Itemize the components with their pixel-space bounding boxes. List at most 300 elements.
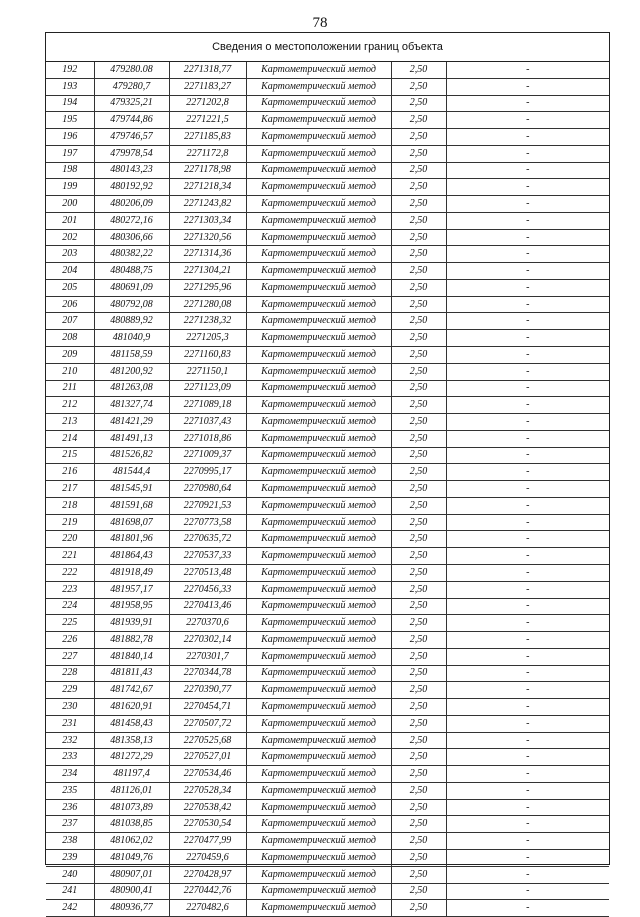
point-number-cell: 199 [46,179,94,196]
point-number-cell: 242 [46,900,94,917]
method-cell: Картометрический метод [246,179,391,196]
table-row [46,380,609,397]
method-cell: Картометрический метод [246,246,391,263]
table-row [46,447,609,464]
accuracy-cell: 2,50 [391,766,446,783]
table-row [46,246,609,263]
point-number-cell: 195 [46,112,94,129]
x-coordinate-cell: 480889,92 [94,313,169,330]
accuracy-cell: 2,50 [391,279,446,296]
accuracy-cell: 2,50 [391,514,446,531]
description-cell: - [446,414,609,431]
description-cell: - [446,330,609,347]
point-number-cell: 193 [46,78,94,95]
description-cell: - [446,833,609,850]
method-cell: Картометрический метод [246,564,391,581]
method-cell: Картометрический метод [246,347,391,364]
method-cell: Картометрический метод [246,430,391,447]
table-row [46,95,609,112]
accuracy-cell: 2,50 [391,430,446,447]
y-coordinate-cell: 2271009,37 [169,447,246,464]
x-coordinate-cell: 480900,41 [94,883,169,900]
method-cell: Картометрический метод [246,145,391,162]
point-number-cell: 222 [46,564,94,581]
table-row [46,179,609,196]
x-coordinate-cell: 481544,4 [94,464,169,481]
y-coordinate-cell: 2271280,08 [169,296,246,313]
description-cell: - [446,900,609,917]
method-cell: Картометрический метод [246,330,391,347]
y-coordinate-cell: 2271018,86 [169,430,246,447]
accuracy-cell: 2,50 [391,296,446,313]
description-cell: - [446,548,609,565]
table-row [46,279,609,296]
accuracy-cell: 2,50 [391,363,446,380]
method-cell: Картометрический метод [246,615,391,632]
description-cell: - [446,296,609,313]
method-cell: Картометрический метод [246,464,391,481]
description-cell: - [446,464,609,481]
accuracy-cell: 2,50 [391,162,446,179]
table-row [46,866,609,883]
description-cell: - [446,78,609,95]
description-cell: - [446,246,609,263]
method-cell: Картометрический метод [246,665,391,682]
x-coordinate-cell: 481840,14 [94,648,169,665]
x-coordinate-cell: 481957,17 [94,581,169,598]
table-row [46,62,609,78]
accuracy-cell: 2,50 [391,380,446,397]
point-number-cell: 196 [46,129,94,146]
method-cell: Картометрический метод [246,732,391,749]
method-cell: Картометрический метод [246,196,391,213]
point-number-cell: 218 [46,497,94,514]
description-cell: - [446,263,609,280]
description-cell: - [446,95,609,112]
method-cell: Картометрический метод [246,95,391,112]
method-cell: Картометрический метод [246,129,391,146]
x-coordinate-cell: 481801,96 [94,531,169,548]
point-number-cell: 210 [46,363,94,380]
y-coordinate-cell: 2270477,99 [169,833,246,850]
method-cell: Картометрический метод [246,112,391,129]
point-number-cell: 234 [46,766,94,783]
boundary-table-frame [45,32,610,914]
x-coordinate-cell: 481811,43 [94,665,169,682]
x-coordinate-cell: 479978,54 [94,145,169,162]
table-row [46,749,609,766]
method-cell: Картометрический метод [246,78,391,95]
table-row [46,330,609,347]
accuracy-cell: 2,50 [391,212,446,229]
y-coordinate-cell: 2271150,1 [169,363,246,380]
table-row [46,196,609,213]
x-coordinate-cell: 481062,02 [94,833,169,850]
x-coordinate-cell: 481049,76 [94,849,169,866]
x-coordinate-cell: 481526,82 [94,447,169,464]
point-number-cell: 224 [46,598,94,615]
point-number-cell: 215 [46,447,94,464]
method-cell: Картометрический метод [246,833,391,850]
point-number-cell: 201 [46,212,94,229]
x-coordinate-cell: 480907,01 [94,866,169,883]
y-coordinate-cell: 2270482,6 [169,900,246,917]
point-number-cell: 239 [46,849,94,866]
accuracy-cell: 2,50 [391,246,446,263]
x-coordinate-cell: 481882,78 [94,632,169,649]
point-number-cell: 202 [46,229,94,246]
method-cell: Картометрический метод [246,397,391,414]
accuracy-cell: 2,50 [391,548,446,565]
description-cell: - [446,196,609,213]
y-coordinate-cell: 2271160,83 [169,347,246,364]
accuracy-cell: 2,50 [391,229,446,246]
y-coordinate-cell: 2271221,5 [169,112,246,129]
point-number-cell: 211 [46,380,94,397]
y-coordinate-cell: 2271304,21 [169,263,246,280]
method-cell: Картометрический метод [246,883,391,900]
description-cell: - [446,615,609,632]
x-coordinate-cell: 481263,08 [94,380,169,397]
x-coordinate-cell: 480143,23 [94,162,169,179]
y-coordinate-cell: 2270921,53 [169,497,246,514]
description-cell: - [446,397,609,414]
x-coordinate-cell: 479280.08 [94,62,169,78]
table-row [46,665,609,682]
method-cell: Картометрический метод [246,62,391,78]
x-coordinate-cell: 480488,75 [94,263,169,280]
table-row [46,548,609,565]
point-number-cell: 214 [46,430,94,447]
point-number-cell: 223 [46,581,94,598]
accuracy-cell: 2,50 [391,581,446,598]
point-number-cell: 235 [46,782,94,799]
x-coordinate-cell: 479280,7 [94,78,169,95]
accuracy-cell: 2,50 [391,481,446,498]
point-number-cell: 227 [46,648,94,665]
y-coordinate-cell: 2270534,46 [169,766,246,783]
accuracy-cell: 2,50 [391,397,446,414]
y-coordinate-cell: 2270513,48 [169,564,246,581]
description-cell: - [446,715,609,732]
table-row [46,648,609,665]
y-coordinate-cell: 2270442,76 [169,883,246,900]
y-coordinate-cell: 2270507,72 [169,715,246,732]
x-coordinate-cell: 480206,09 [94,196,169,213]
description-cell: - [446,766,609,783]
description-cell: - [446,799,609,816]
table-row [46,682,609,699]
method-cell: Картометрический метод [246,749,391,766]
point-number-cell: 228 [46,665,94,682]
method-cell: Картометрический метод [246,900,391,917]
section-title: Сведения о местоположении границ объекта [46,33,609,62]
accuracy-cell: 2,50 [391,866,446,883]
point-number-cell: 221 [46,548,94,565]
method-cell: Картометрический метод [246,632,391,649]
accuracy-cell: 2,50 [391,531,446,548]
description-cell: - [446,313,609,330]
point-number-cell: 207 [46,313,94,330]
description-cell: - [446,883,609,900]
table-row [46,732,609,749]
x-coordinate-cell: 481958,95 [94,598,169,615]
method-cell: Картометрический метод [246,699,391,716]
point-number-cell: 241 [46,883,94,900]
table-row [46,598,609,615]
description-cell: - [446,447,609,464]
x-coordinate-cell: 481158,59 [94,347,169,364]
point-number-cell: 229 [46,682,94,699]
description-cell: - [446,179,609,196]
table-row [46,112,609,129]
accuracy-cell: 2,50 [391,179,446,196]
point-number-cell: 192 [46,62,94,78]
x-coordinate-cell: 481864,43 [94,548,169,565]
description-cell: - [446,430,609,447]
accuracy-cell: 2,50 [391,564,446,581]
coordinates-table [46,62,609,917]
method-cell: Картометрический метод [246,682,391,699]
table-row [46,799,609,816]
accuracy-cell: 2,50 [391,497,446,514]
y-coordinate-cell: 2270456,33 [169,581,246,598]
y-coordinate-cell: 2270413,46 [169,598,246,615]
table-row [46,430,609,447]
point-number-cell: 236 [46,799,94,816]
x-coordinate-cell: 481620,91 [94,699,169,716]
accuracy-cell: 2,50 [391,615,446,632]
accuracy-cell: 2,50 [391,749,446,766]
point-number-cell: 226 [46,632,94,649]
accuracy-cell: 2,50 [391,632,446,649]
x-coordinate-cell: 481040,9 [94,330,169,347]
accuracy-cell: 2,50 [391,62,446,78]
y-coordinate-cell: 2271183,27 [169,78,246,95]
description-cell: - [446,162,609,179]
accuracy-cell: 2,50 [391,447,446,464]
accuracy-cell: 2,50 [391,129,446,146]
point-number-cell: 232 [46,732,94,749]
point-number-cell: 213 [46,414,94,431]
method-cell: Картометрический метод [246,497,391,514]
point-number-cell: 209 [46,347,94,364]
x-coordinate-cell: 481358,13 [94,732,169,749]
x-coordinate-cell: 481327,74 [94,397,169,414]
description-cell: - [446,816,609,833]
x-coordinate-cell: 479325,21 [94,95,169,112]
description-cell: - [446,229,609,246]
y-coordinate-cell: 2270635,72 [169,531,246,548]
accuracy-cell: 2,50 [391,145,446,162]
x-coordinate-cell: 481918,49 [94,564,169,581]
accuracy-cell: 2,50 [391,849,446,866]
accuracy-cell: 2,50 [391,782,446,799]
point-number-cell: 200 [46,196,94,213]
point-number-cell: 206 [46,296,94,313]
x-coordinate-cell: 481698,07 [94,514,169,531]
coordinates-table-body [46,62,609,917]
table-row [46,531,609,548]
y-coordinate-cell: 2270428,97 [169,866,246,883]
page-number: 78 [312,15,328,31]
accuracy-cell: 2,50 [391,816,446,833]
y-coordinate-cell: 2271218,34 [169,179,246,196]
y-coordinate-cell: 2270528,34 [169,782,246,799]
table-row [46,464,609,481]
y-coordinate-cell: 2271238,32 [169,313,246,330]
x-coordinate-cell: 481591,68 [94,497,169,514]
x-coordinate-cell: 480792,08 [94,296,169,313]
point-number-cell: 240 [46,866,94,883]
point-number-cell: 194 [46,95,94,112]
table-row [46,212,609,229]
table-row [46,782,609,799]
point-number-cell: 231 [46,715,94,732]
description-cell: - [446,682,609,699]
point-number-cell: 212 [46,397,94,414]
accuracy-cell: 2,50 [391,833,446,850]
y-coordinate-cell: 2271314,36 [169,246,246,263]
accuracy-cell: 2,50 [391,263,446,280]
x-coordinate-cell: 481073,89 [94,799,169,816]
table-row [46,615,609,632]
method-cell: Картометрический метод [246,414,391,431]
x-coordinate-cell: 481421,29 [94,414,169,431]
method-cell: Картометрический метод [246,313,391,330]
y-coordinate-cell: 2271303,34 [169,212,246,229]
y-coordinate-cell: 2271178,98 [169,162,246,179]
table-row [46,414,609,431]
x-coordinate-cell: 480691,09 [94,279,169,296]
y-coordinate-cell: 2271320,56 [169,229,246,246]
method-cell: Картометрический метод [246,296,391,313]
method-cell: Картометрический метод [246,229,391,246]
point-number-cell: 230 [46,699,94,716]
table-row [46,397,609,414]
description-cell: - [446,145,609,162]
y-coordinate-cell: 2270995,17 [169,464,246,481]
y-coordinate-cell: 2271318,77 [169,62,246,78]
y-coordinate-cell: 2270301,7 [169,648,246,665]
x-coordinate-cell: 479744,86 [94,112,169,129]
y-coordinate-cell: 2271205,3 [169,330,246,347]
table-row [46,883,609,900]
x-coordinate-cell: 481197,4 [94,766,169,783]
description-cell: - [446,581,609,598]
description-cell: - [446,598,609,615]
table-row [46,162,609,179]
method-cell: Картометрический метод [246,481,391,498]
description-cell: - [446,732,609,749]
description-cell: - [446,648,609,665]
table-row [46,313,609,330]
accuracy-cell: 2,50 [391,330,446,347]
description-cell: - [446,380,609,397]
y-coordinate-cell: 2270459,6 [169,849,246,866]
x-coordinate-cell: 481458,43 [94,715,169,732]
method-cell: Картометрический метод [246,598,391,615]
y-coordinate-cell: 2270773,58 [169,514,246,531]
x-coordinate-cell: 481038,85 [94,816,169,833]
table-row [46,347,609,364]
y-coordinate-cell: 2270538,42 [169,799,246,816]
description-cell: - [446,62,609,78]
description-cell: - [446,866,609,883]
x-coordinate-cell: 479746,57 [94,129,169,146]
accuracy-cell: 2,50 [391,347,446,364]
accuracy-cell: 2,50 [391,799,446,816]
point-number-cell: 217 [46,481,94,498]
x-coordinate-cell: 480272,16 [94,212,169,229]
accuracy-cell: 2,50 [391,78,446,95]
y-coordinate-cell: 2270344,78 [169,665,246,682]
y-coordinate-cell: 2270530,54 [169,816,246,833]
point-number-cell: 197 [46,145,94,162]
table-row [46,564,609,581]
method-cell: Картометрический метод [246,212,391,229]
table-row [46,699,609,716]
accuracy-cell: 2,50 [391,732,446,749]
table-row [46,849,609,866]
method-cell: Картометрический метод [246,447,391,464]
point-number-cell: 238 [46,833,94,850]
x-coordinate-cell: 481126,01 [94,782,169,799]
method-cell: Картометрический метод [246,799,391,816]
description-cell: - [446,112,609,129]
accuracy-cell: 2,50 [391,464,446,481]
description-cell: - [446,347,609,364]
accuracy-cell: 2,50 [391,598,446,615]
method-cell: Картометрический метод [246,363,391,380]
x-coordinate-cell: 480306,66 [94,229,169,246]
table-row [46,296,609,313]
description-cell: - [446,699,609,716]
table-row [46,263,609,280]
description-cell: - [446,564,609,581]
table-row [46,833,609,850]
accuracy-cell: 2,50 [391,883,446,900]
x-coordinate-cell: 481272,29 [94,749,169,766]
accuracy-cell: 2,50 [391,95,446,112]
table-row [46,481,609,498]
description-cell: - [446,782,609,799]
method-cell: Картометрический метод [246,581,391,598]
table-row [46,129,609,146]
x-coordinate-cell: 481939,91 [94,615,169,632]
method-cell: Картометрический метод [246,866,391,883]
table-row [46,145,609,162]
method-cell: Картометрический метод [246,816,391,833]
x-coordinate-cell: 480192,92 [94,179,169,196]
description-cell: - [446,129,609,146]
accuracy-cell: 2,50 [391,665,446,682]
point-number-cell: 204 [46,263,94,280]
description-cell: - [446,531,609,548]
y-coordinate-cell: 2271172,8 [169,145,246,162]
description-cell: - [446,212,609,229]
y-coordinate-cell: 2271295,96 [169,279,246,296]
y-coordinate-cell: 2271185,83 [169,129,246,146]
method-cell: Картометрический метод [246,514,391,531]
description-cell: - [446,632,609,649]
description-cell: - [446,749,609,766]
method-cell: Картометрический метод [246,279,391,296]
y-coordinate-cell: 2270527,01 [169,749,246,766]
x-coordinate-cell: 481200,92 [94,363,169,380]
accuracy-cell: 2,50 [391,414,446,431]
y-coordinate-cell: 2270302,14 [169,632,246,649]
